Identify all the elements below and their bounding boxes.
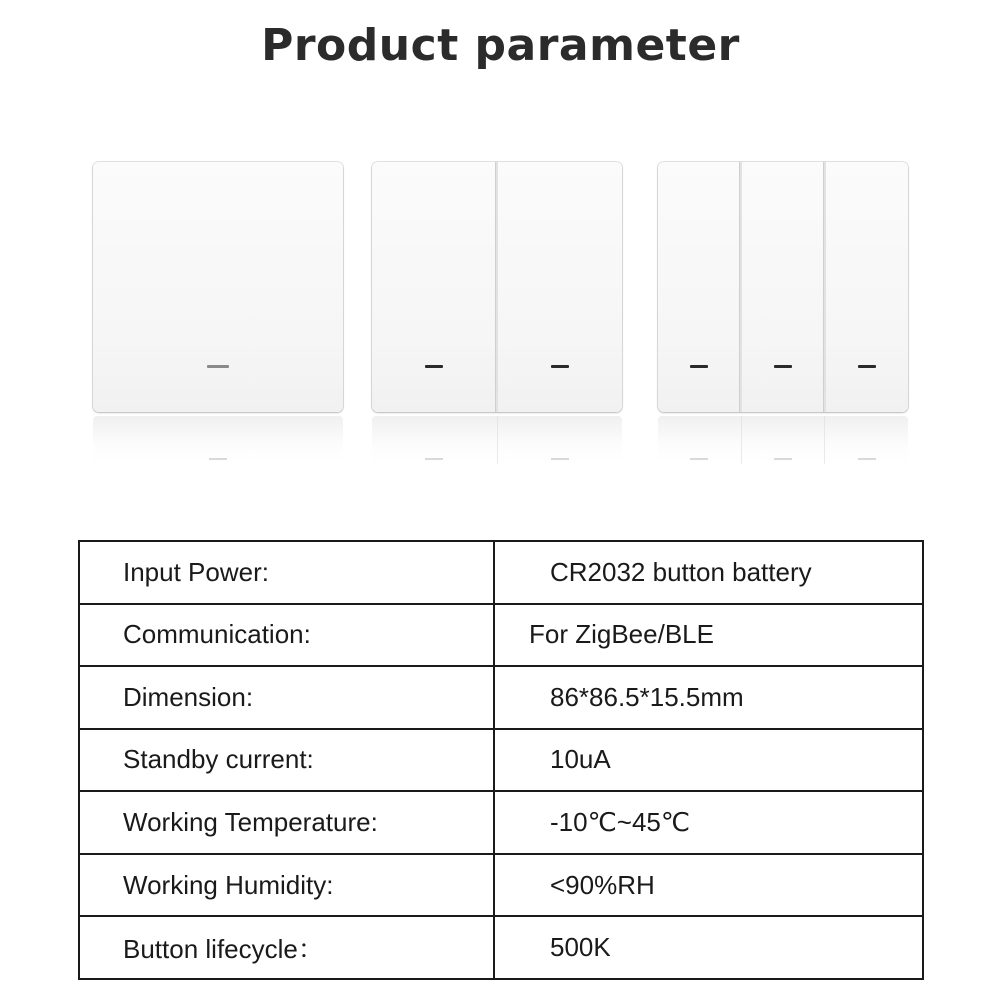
table-row: [79, 604, 923, 667]
spec-table: [78, 540, 924, 980]
spec-value: CR2032 button battery: [494, 541, 923, 604]
led-indicator-icon: [551, 365, 569, 368]
led-indicator-icon: [774, 365, 792, 368]
switch-key: [372, 162, 498, 412]
spec-label: Working Humidity:: [79, 854, 494, 917]
spec-value: 500K: [494, 916, 923, 979]
switch-key: [93, 162, 343, 412]
switch-reflection: [372, 416, 622, 464]
led-indicator-icon: [207, 365, 229, 368]
table-row: [79, 791, 923, 854]
table-row: [79, 541, 923, 604]
page-title: Product parameter: [261, 20, 740, 71]
spec-value: 10uA: [494, 729, 923, 792]
spec-value: -10℃~45℃: [494, 791, 923, 854]
spec-value: 86*86.5*15.5mm: [494, 666, 923, 729]
spec-label: Standby current:: [79, 729, 494, 792]
table-row: [79, 854, 923, 917]
switch-key: [742, 162, 826, 412]
spec-label: Communication:: [79, 604, 494, 667]
switch-1-gang: [93, 162, 343, 412]
spec-label: Button lifecycle：: [79, 916, 494, 979]
led-indicator-icon: [690, 365, 708, 368]
table-row: [79, 729, 923, 792]
switch-key: [498, 162, 622, 412]
spec-value: For ZigBee/BLE: [494, 604, 923, 667]
table-row: [79, 916, 923, 979]
switch-2-gang: [372, 162, 622, 412]
switch-key: [826, 162, 908, 412]
switch-key: [658, 162, 742, 412]
led-indicator-icon: [858, 365, 876, 368]
led-indicator-icon: [425, 365, 443, 368]
switch-reflection: [93, 416, 343, 464]
table-row: [79, 666, 923, 729]
spec-label: Input Power:: [79, 541, 494, 604]
switch-reflection: [658, 416, 908, 464]
spec-value: <90%RH: [494, 854, 923, 917]
spec-label: Dimension:: [79, 666, 494, 729]
switch-3-gang: [658, 162, 908, 412]
spec-label: Working Temperature:: [79, 791, 494, 854]
